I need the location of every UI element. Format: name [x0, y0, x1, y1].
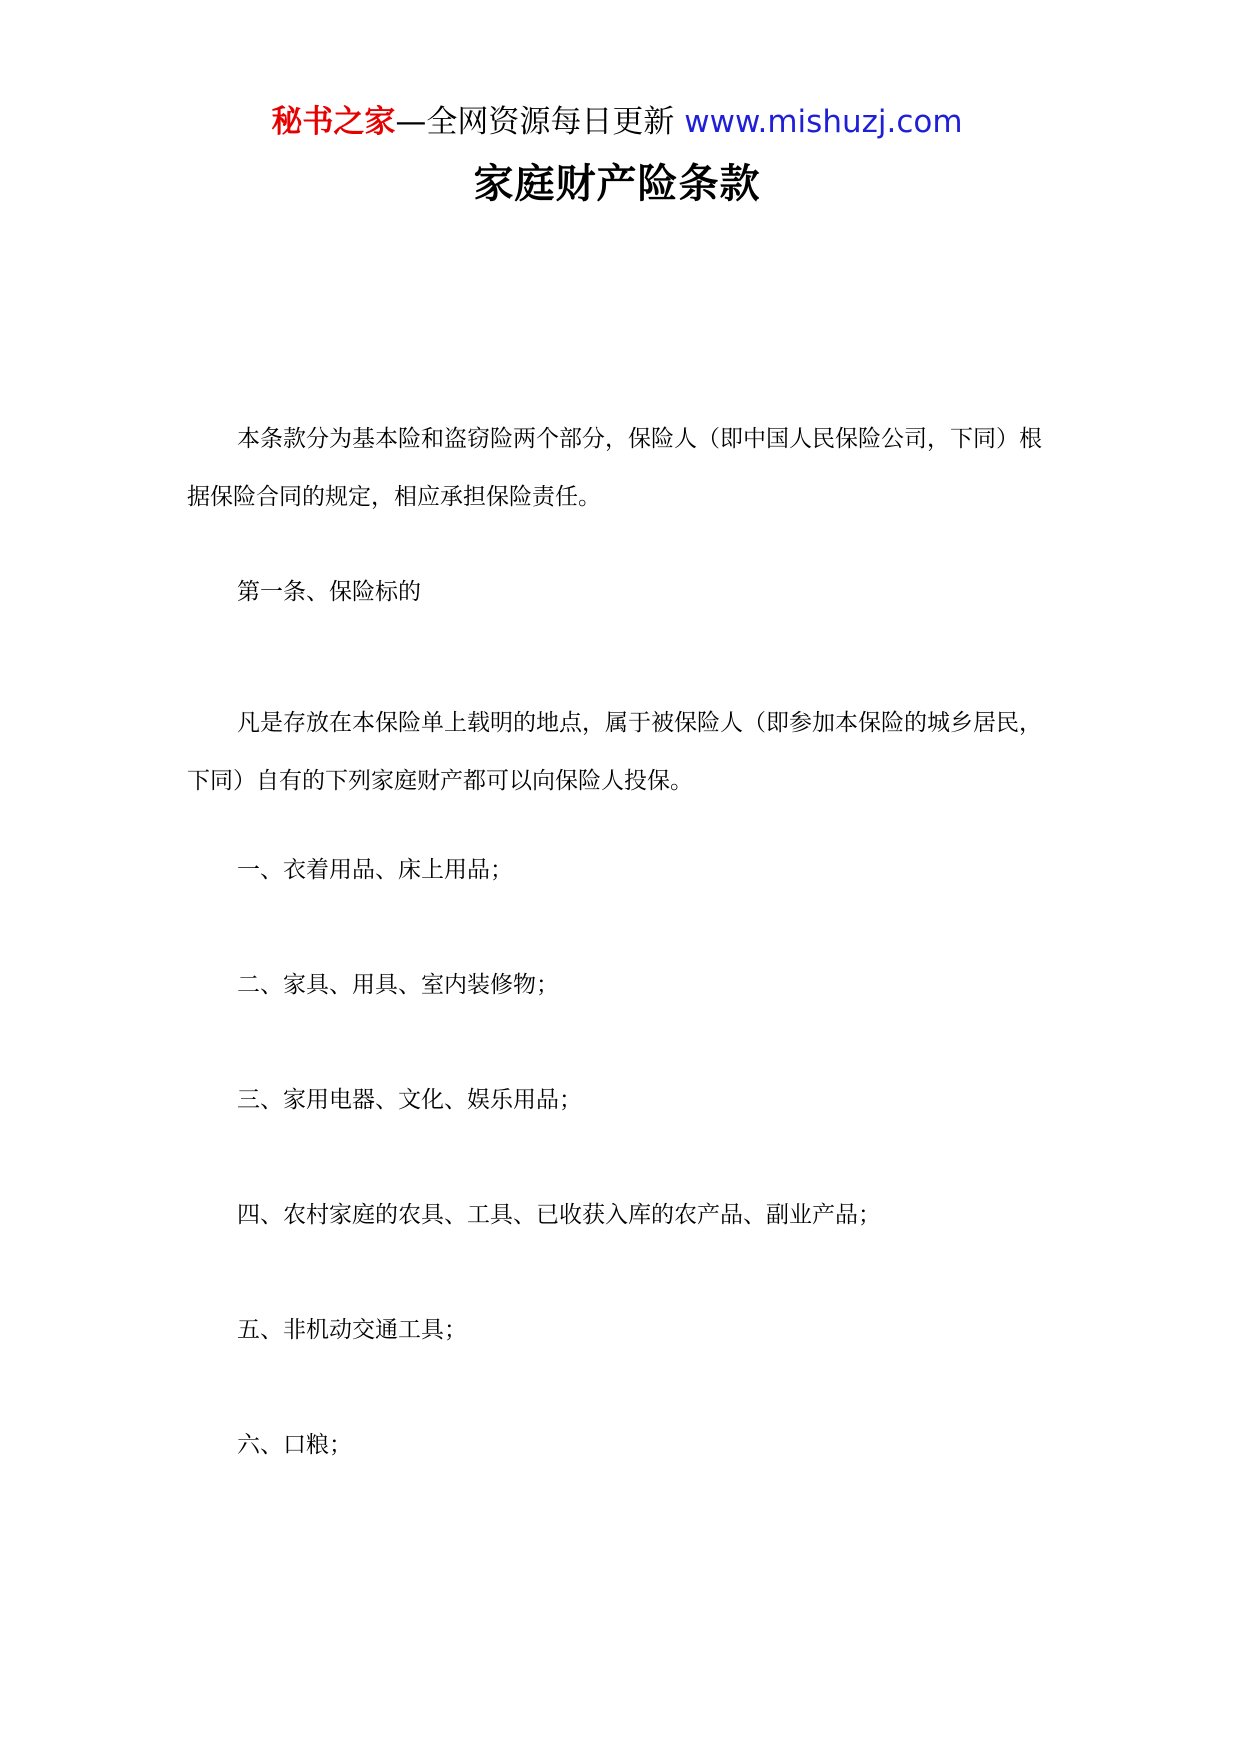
list-item: 一、衣着用品、床上用品； [237, 857, 513, 883]
article-heading: 第一条、保险标的 [237, 579, 421, 605]
list-item: 六、口粮； [237, 1432, 352, 1458]
list-item: 四、农村家庭的农具、工具、已收获入库的农产品、副业产品； [237, 1202, 881, 1228]
list-item: 二、家具、用具、室内装修物； [237, 972, 559, 998]
list-item: 五、非机动交通工具； [237, 1317, 467, 1343]
intro-paragraph: 本条款分为基本险和盗窃险两个部分，保险人（即中国人民保险公司，下同）根据保险合同的规定，相应承担保险责任。 [187, 426, 1042, 510]
site-tagline: —全网资源每日更新 [395, 104, 675, 140]
document-title: 家庭财产险条款 [473, 161, 761, 207]
site-brand: 秘书之家 [271, 104, 396, 140]
article-paragraph: 凡是存放在本保险单上载明的地点，属于被保险人（即参加本保险的城乡居民，下同）自有的下列家庭财产都可以向保险人投保。 [187, 710, 1042, 794]
list-item: 三、家用电器、文化、娱乐用品； [237, 1087, 582, 1113]
site-url-link[interactable]: www.mishuzj.com [684, 104, 963, 140]
site-header [0, 100, 1234, 144]
